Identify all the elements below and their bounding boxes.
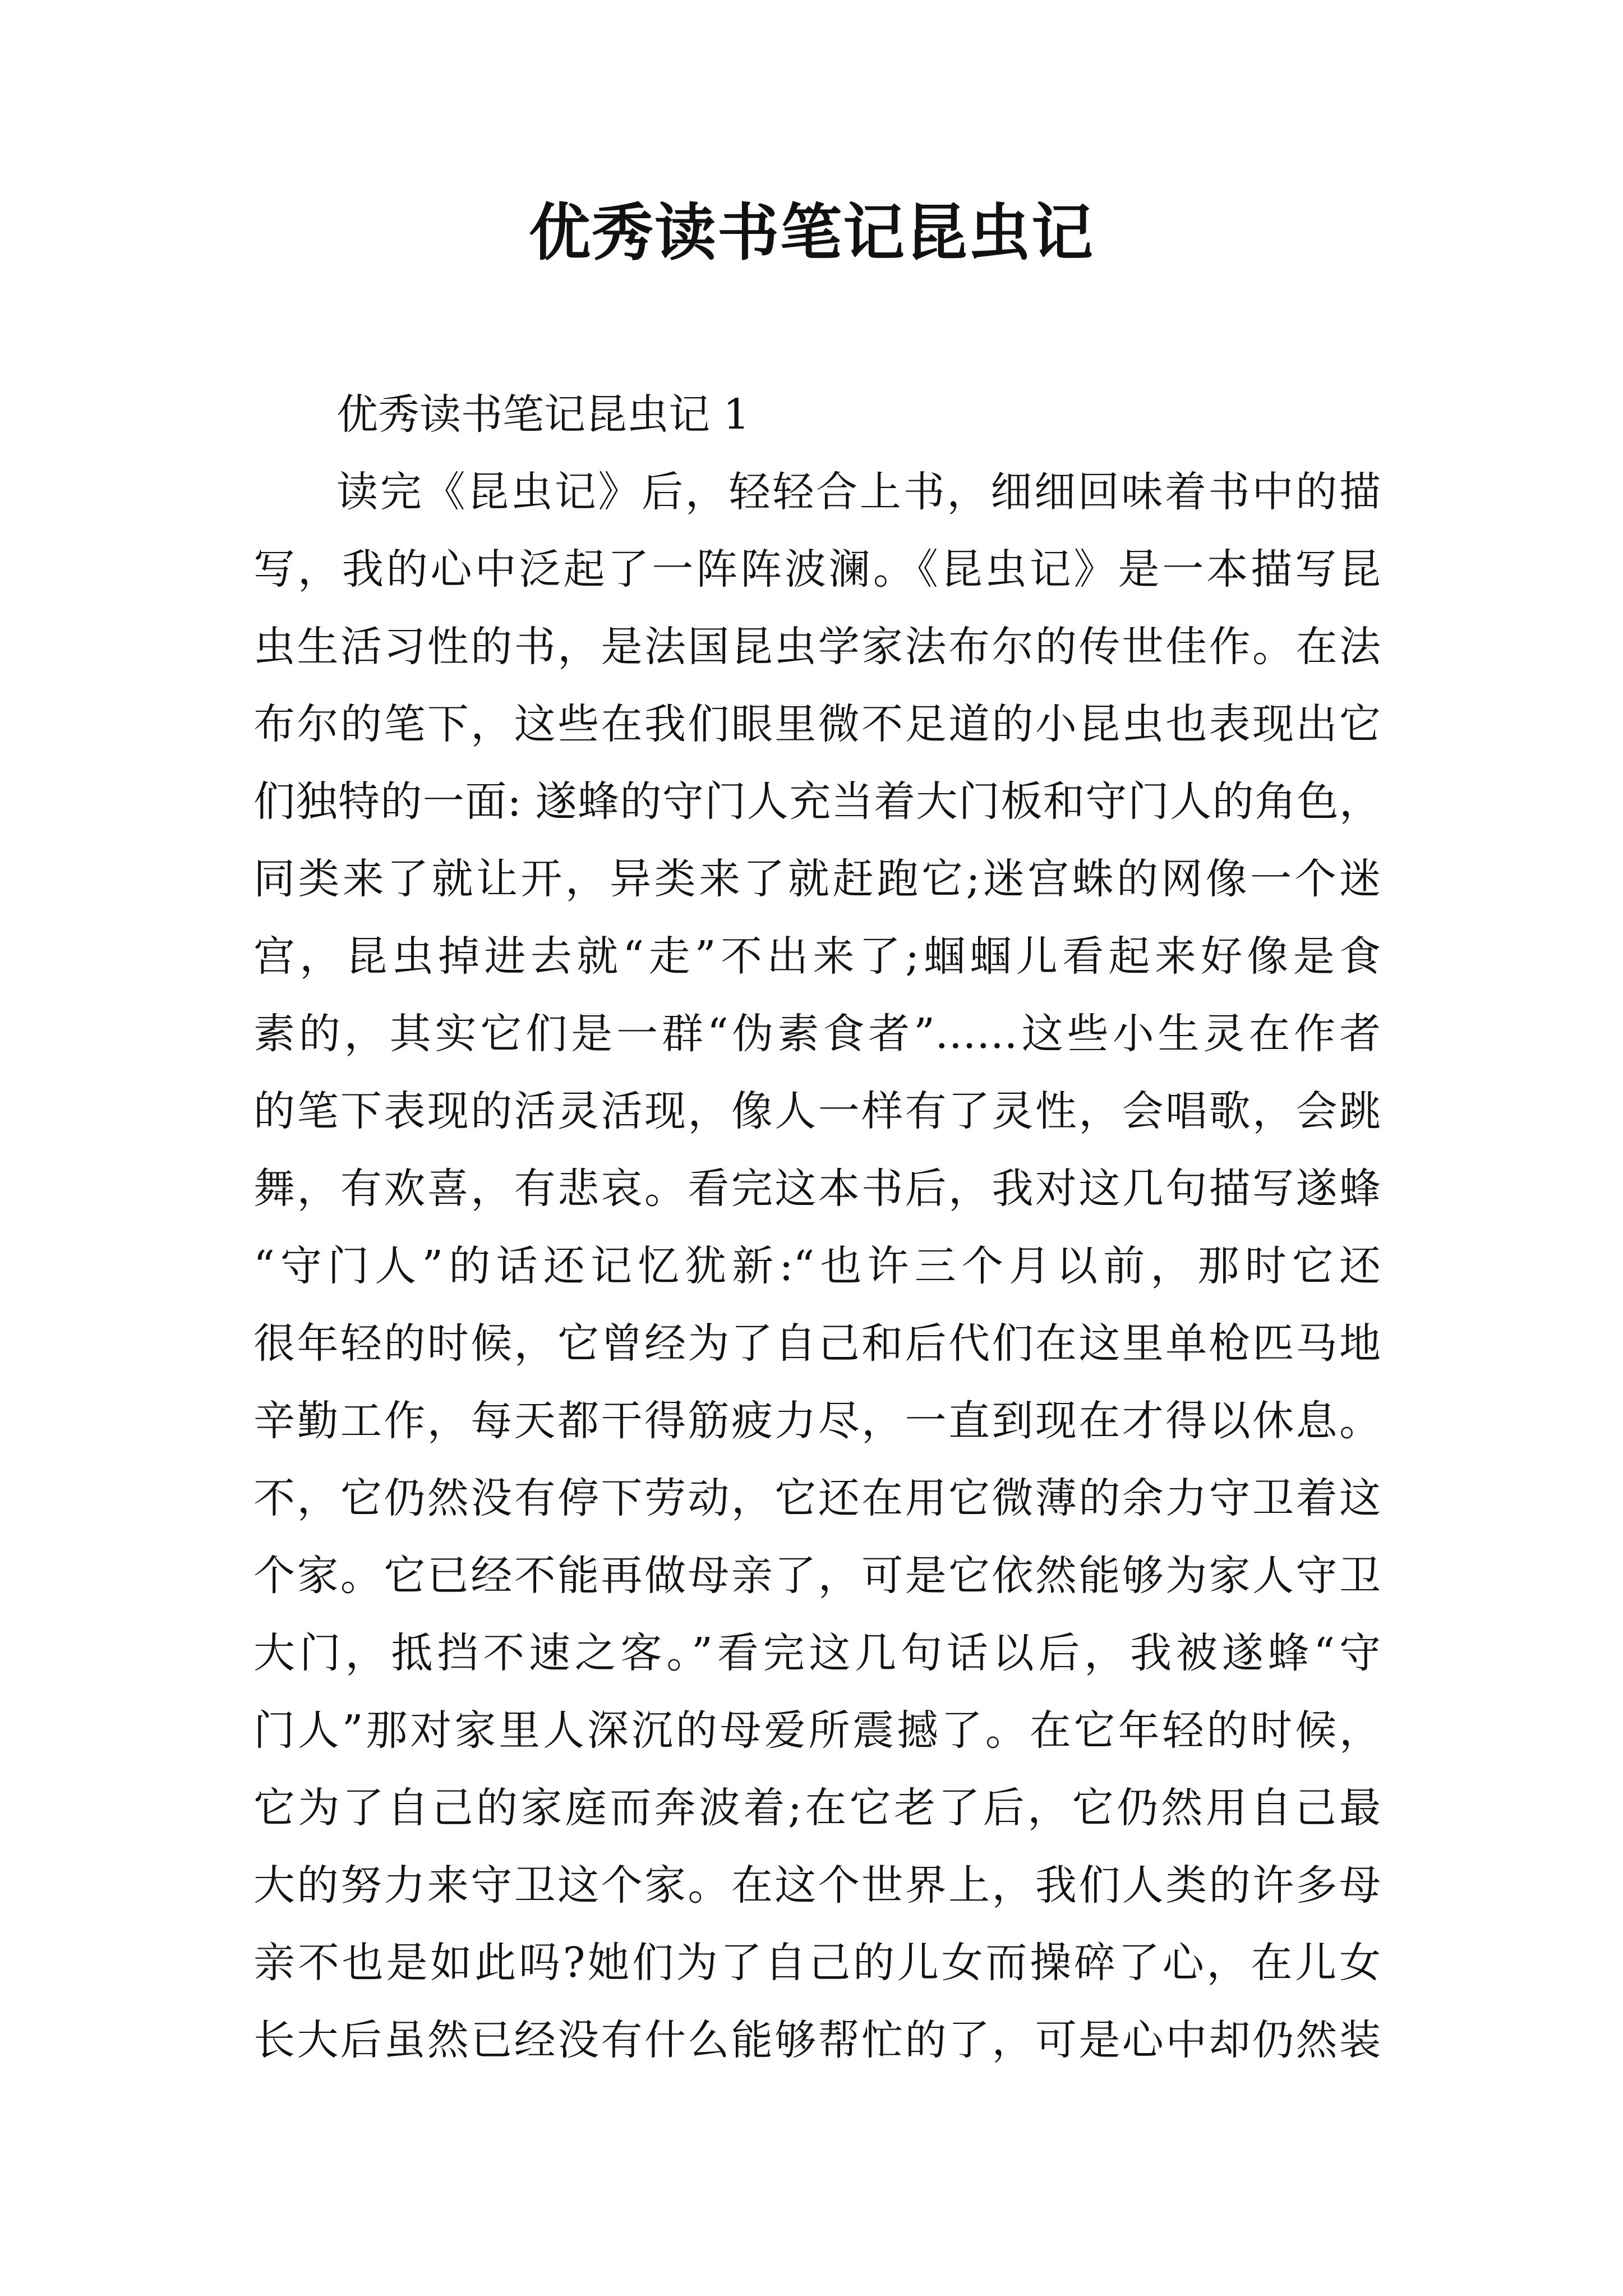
paragraph-line: 大门，抵挡不速之客。”看完这几句话以后，我被遂蜂“守 bbox=[253, 1629, 1381, 1677]
paragraph-line: 们独特的一面: 遂蜂的守门人充当着大门板和守门人的角色， bbox=[253, 777, 1381, 826]
paragraph-line: 素的，其实它们是一群“伪素食者”……这些小生灵在作者 bbox=[253, 1010, 1381, 1058]
document-title: 优秀读书笔记昆虫记 bbox=[529, 196, 1094, 269]
paragraph-line: 的笔下表现的活灵活现，像人一样有了灵性，会唱歌，会跳 bbox=[253, 1087, 1381, 1135]
paragraph-line: 很年轻的时候，它曾经为了自己和后代们在这里单枪匹马地 bbox=[253, 1319, 1381, 1368]
paragraph-line: 宫，昆虫掉进去就“走”不出来了;蝈蝈儿看起来好像是食 bbox=[253, 932, 1381, 981]
paragraph-line: 亲不也是如此吗?她们为了自己的儿女而操碎了心，在儿女 bbox=[253, 1939, 1381, 1987]
document-body bbox=[253, 376, 1381, 2079]
paragraph-line: 舞，有欢喜，有悲哀。看完这本书后，我对这几句描写遂蜂 bbox=[253, 1165, 1381, 1213]
paragraph-line: 虫生活习性的书，是法国昆虫学家法布尔的传世佳作。在法 bbox=[253, 623, 1381, 671]
paragraph-line: 读完《昆虫记》后，轻轻合上书，细细回味着书中的描 bbox=[336, 468, 1381, 516]
paragraph-line: 布尔的笔下，这些在我们眼里微不足道的小昆虫也表现出它 bbox=[253, 700, 1381, 748]
paragraph-line: 写，我的心中泛起了一阵阵波澜。《昆虫记》是一本描写昆 bbox=[253, 545, 1381, 593]
paragraph-line: 长大后虽然已经没有什么能够帮忙的了，可是心中却仍然装 bbox=[253, 2016, 1381, 2064]
paragraph-line: 辛勤工作，每天都干得筋疲力尽，一直到现在才得以休息。 bbox=[253, 1397, 1381, 1445]
paragraph-line: 它为了自己的家庭而奔波着;在它老了后，它仍然用自己最 bbox=[253, 1784, 1381, 1832]
paragraph-line: 不，它仍然没有停下劳动，它还在用它微薄的余力守卫着这 bbox=[253, 1474, 1381, 1522]
paragraph-line: 大的努力来守卫这个家。在这个世界上，我们人类的许多母 bbox=[253, 1861, 1381, 1910]
paragraph-line: 个家。它已经不能再做母亲了，可是它依然能够为家人守卫 bbox=[253, 1552, 1381, 1600]
paragraph-line: “守门人”的话还记忆犹新:“也许三个月以前，那时它还 bbox=[253, 1242, 1381, 1290]
section-heading: 优秀读书笔记昆虫记 1 bbox=[336, 390, 750, 439]
paragraph-line: 门人”那对家里人深沉的母爱所震撼了。在它年轻的时候， bbox=[253, 1706, 1381, 1755]
paragraph-line: 同类来了就让开，异类来了就赶跑它;迷宫蛛的网像一个迷 bbox=[253, 855, 1381, 903]
